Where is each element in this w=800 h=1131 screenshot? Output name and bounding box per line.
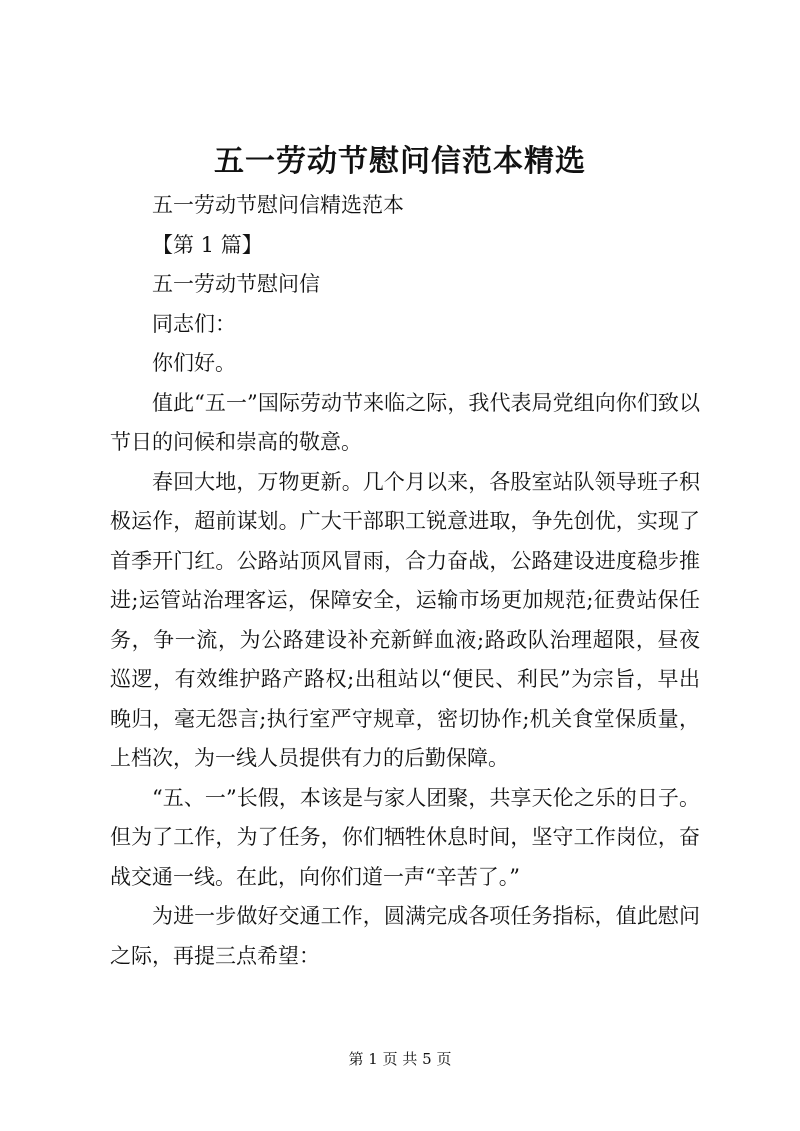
paragraph-subtitle: 五一劳动节慰问信精选范本 <box>152 193 404 217</box>
paragraph-body: 春回大地，万物更新。几个月以来，各股室站队领导班子积极运作，超前谋划。广大干部职工锐意进取，争先创优，实现了首季开门红。公路站顶风冒雨，合力奋战，公路建设进度稳步推进;运管站治理客运，保障安全，运输市场更加规范;征费站保任务，争一流，为公路建设补充新鲜血液;路政队治理超限，昼夜巡逻，有效维护路产路权;出租站以“便民、利民”为宗旨，早出晚归，毫无怨言;执行室严守规章，密切协作;机关食堂保质量，上档次，为一线人员提供有力的后勤保障。 <box>110 469 700 770</box>
paragraph-greeting: 你们好。 <box>152 351 236 375</box>
paragraph-letter-heading: 五一劳动节慰问信 <box>152 272 320 296</box>
paragraph-salutation: 同志们： <box>152 311 236 336</box>
paragraph-section-label: 【第 1 篇】 <box>152 232 263 257</box>
paragraph-body: 值此“五一”国际劳动节来临之际，我代表局党组向你们致以节日的问候和崇高的敬意。 <box>110 390 700 454</box>
paragraph-body: 为进一步做好交通工作，圆满完成各项任务指标，值此慰问之际，再提三点希望： <box>110 904 700 968</box>
document-title: 五一劳动节慰问信范本精选 <box>214 144 586 179</box>
page-number-footer: 第 1 页 共 5 页 <box>348 1050 452 1068</box>
document-body <box>110 186 700 976</box>
paragraph-body: “五、一”长假，本该是与家人团聚，共享天伦之乐的日子。但为了工作，为了任务，你们牺牲休息时间，坚守工作岗位，奋战交通一线。在此，向你们道一声“辛苦了。” <box>110 785 700 889</box>
